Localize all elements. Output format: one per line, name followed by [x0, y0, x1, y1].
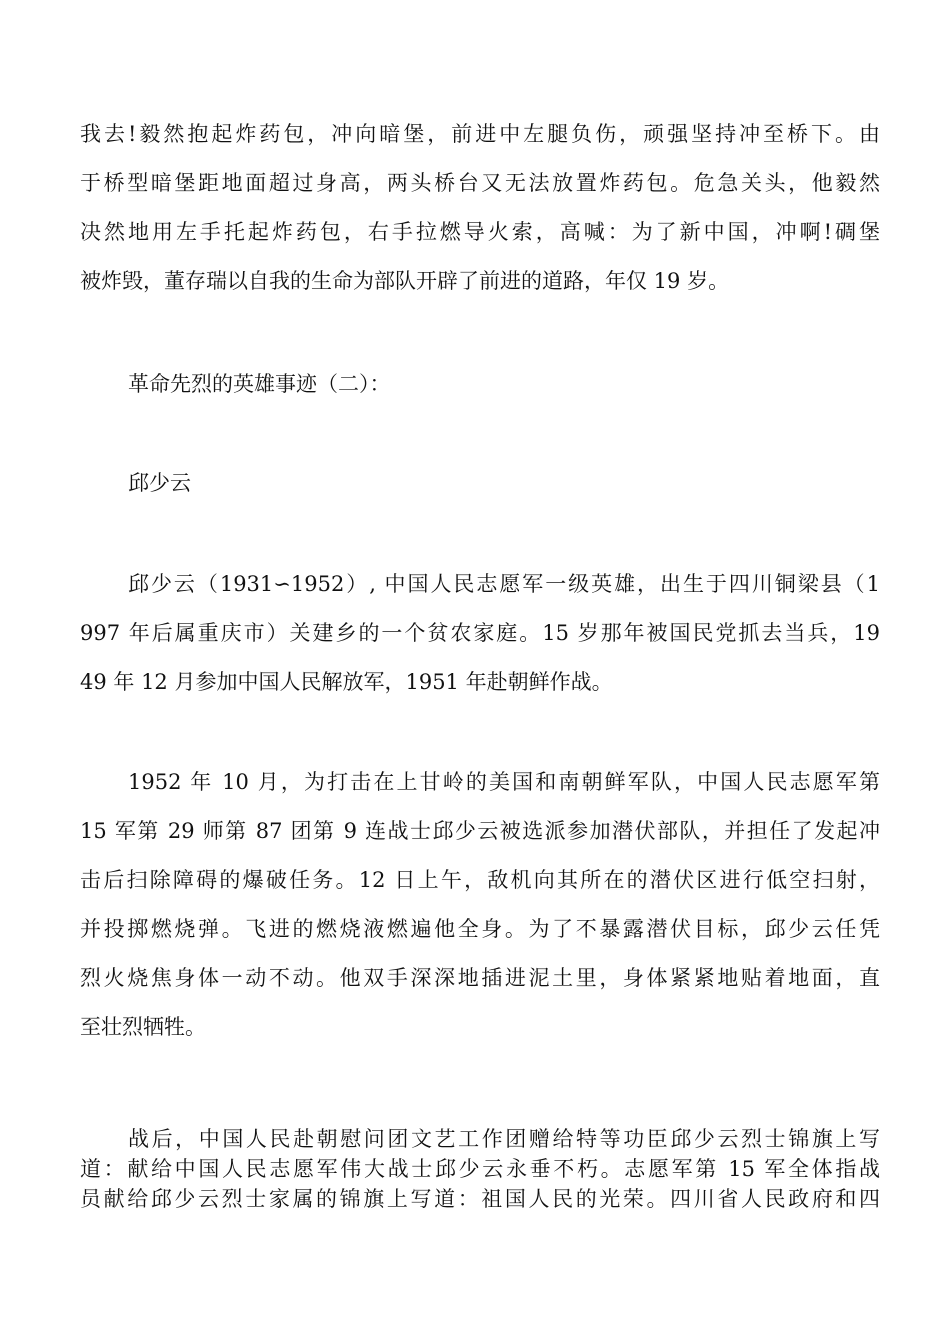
text-line: 49 年 12 月参加中国人民解放军，1951 年赴朝鲜作战。: [80, 670, 613, 694]
text-line: 997 年后属重庆市）关建乡的一个贫农家庭。15 岁那年被国民党抓去当兵，19: [80, 621, 880, 645]
text-line: 决然地用左手托起炸药包，右手拉燃导火索，高喊：为了新中国，冲啊!碉堡: [80, 220, 880, 244]
text-line: 邱少云（1931∽1952）, 中国人民志愿军一级英雄，出生于四川铜梁县（1: [128, 572, 880, 596]
text-line: 于桥型暗堡距地面超过身高，两头桥台又无法放置炸药包。危急关头，他毅然: [80, 171, 880, 195]
text-line: 被炸毁，董存瑞以自我的生命为部队开辟了前进的道路，年仅 19 岁。: [80, 269, 730, 293]
paragraph-qiu-sacrifice: [80, 758, 880, 1052]
text-line: 15 军第 29 师第 87 团第 9 连战士邱少云被选派参加潜伏部队，并担任了发起冲: [80, 819, 880, 843]
text-line: 战后，中国人民赴朝慰问团文艺工作团赠给特等功臣邱少云烈士锦旗上写: [128, 1127, 880, 1151]
paragraph-qiu-biography: [80, 560, 880, 707]
text-line: 道：献给中国人民志愿军伟大战士邱少云永垂不朽。志愿军第 15 军全体指战: [80, 1157, 880, 1181]
hero-name: [80, 459, 880, 508]
section-heading: [80, 360, 880, 409]
text-line: 1952 年 10 月，为打击在上甘岭的美国和南朝鲜军队，中国人民志愿军第: [128, 770, 880, 794]
hero-name-text: 邱少云: [128, 471, 191, 495]
text-line: 员献给邱少云烈士家属的锦旗上写道：祖国人民的光荣。四川省人民政府和四: [80, 1187, 880, 1211]
text-line: 并投掷燃烧弹。飞进的燃烧液燃遍他全身。为了不暴露潜伏目标，邱少云任凭: [80, 917, 880, 941]
text-line: 烈火烧焦身体一动不动。他双手深深地插进泥土里，身体紧紧地贴着地面，直: [80, 966, 880, 990]
paragraph-qiu-honors: [80, 1124, 880, 1214]
heading-text: 革命先烈的英雄事迹（二）：: [128, 372, 391, 396]
text-line: 至壮烈牺牲。: [80, 1015, 206, 1039]
paragraph-dong-cunrui-ending: [80, 110, 880, 306]
text-line: 击后扫除障碍的爆破任务。12 日上午，敌机向其所在的潜伏区进行低空扫射，: [80, 868, 880, 892]
text-line: 我去!毅然抱起炸药包，冲向暗堡，前进中左腿负伤，顽强坚持冲至桥下。由: [80, 122, 880, 146]
